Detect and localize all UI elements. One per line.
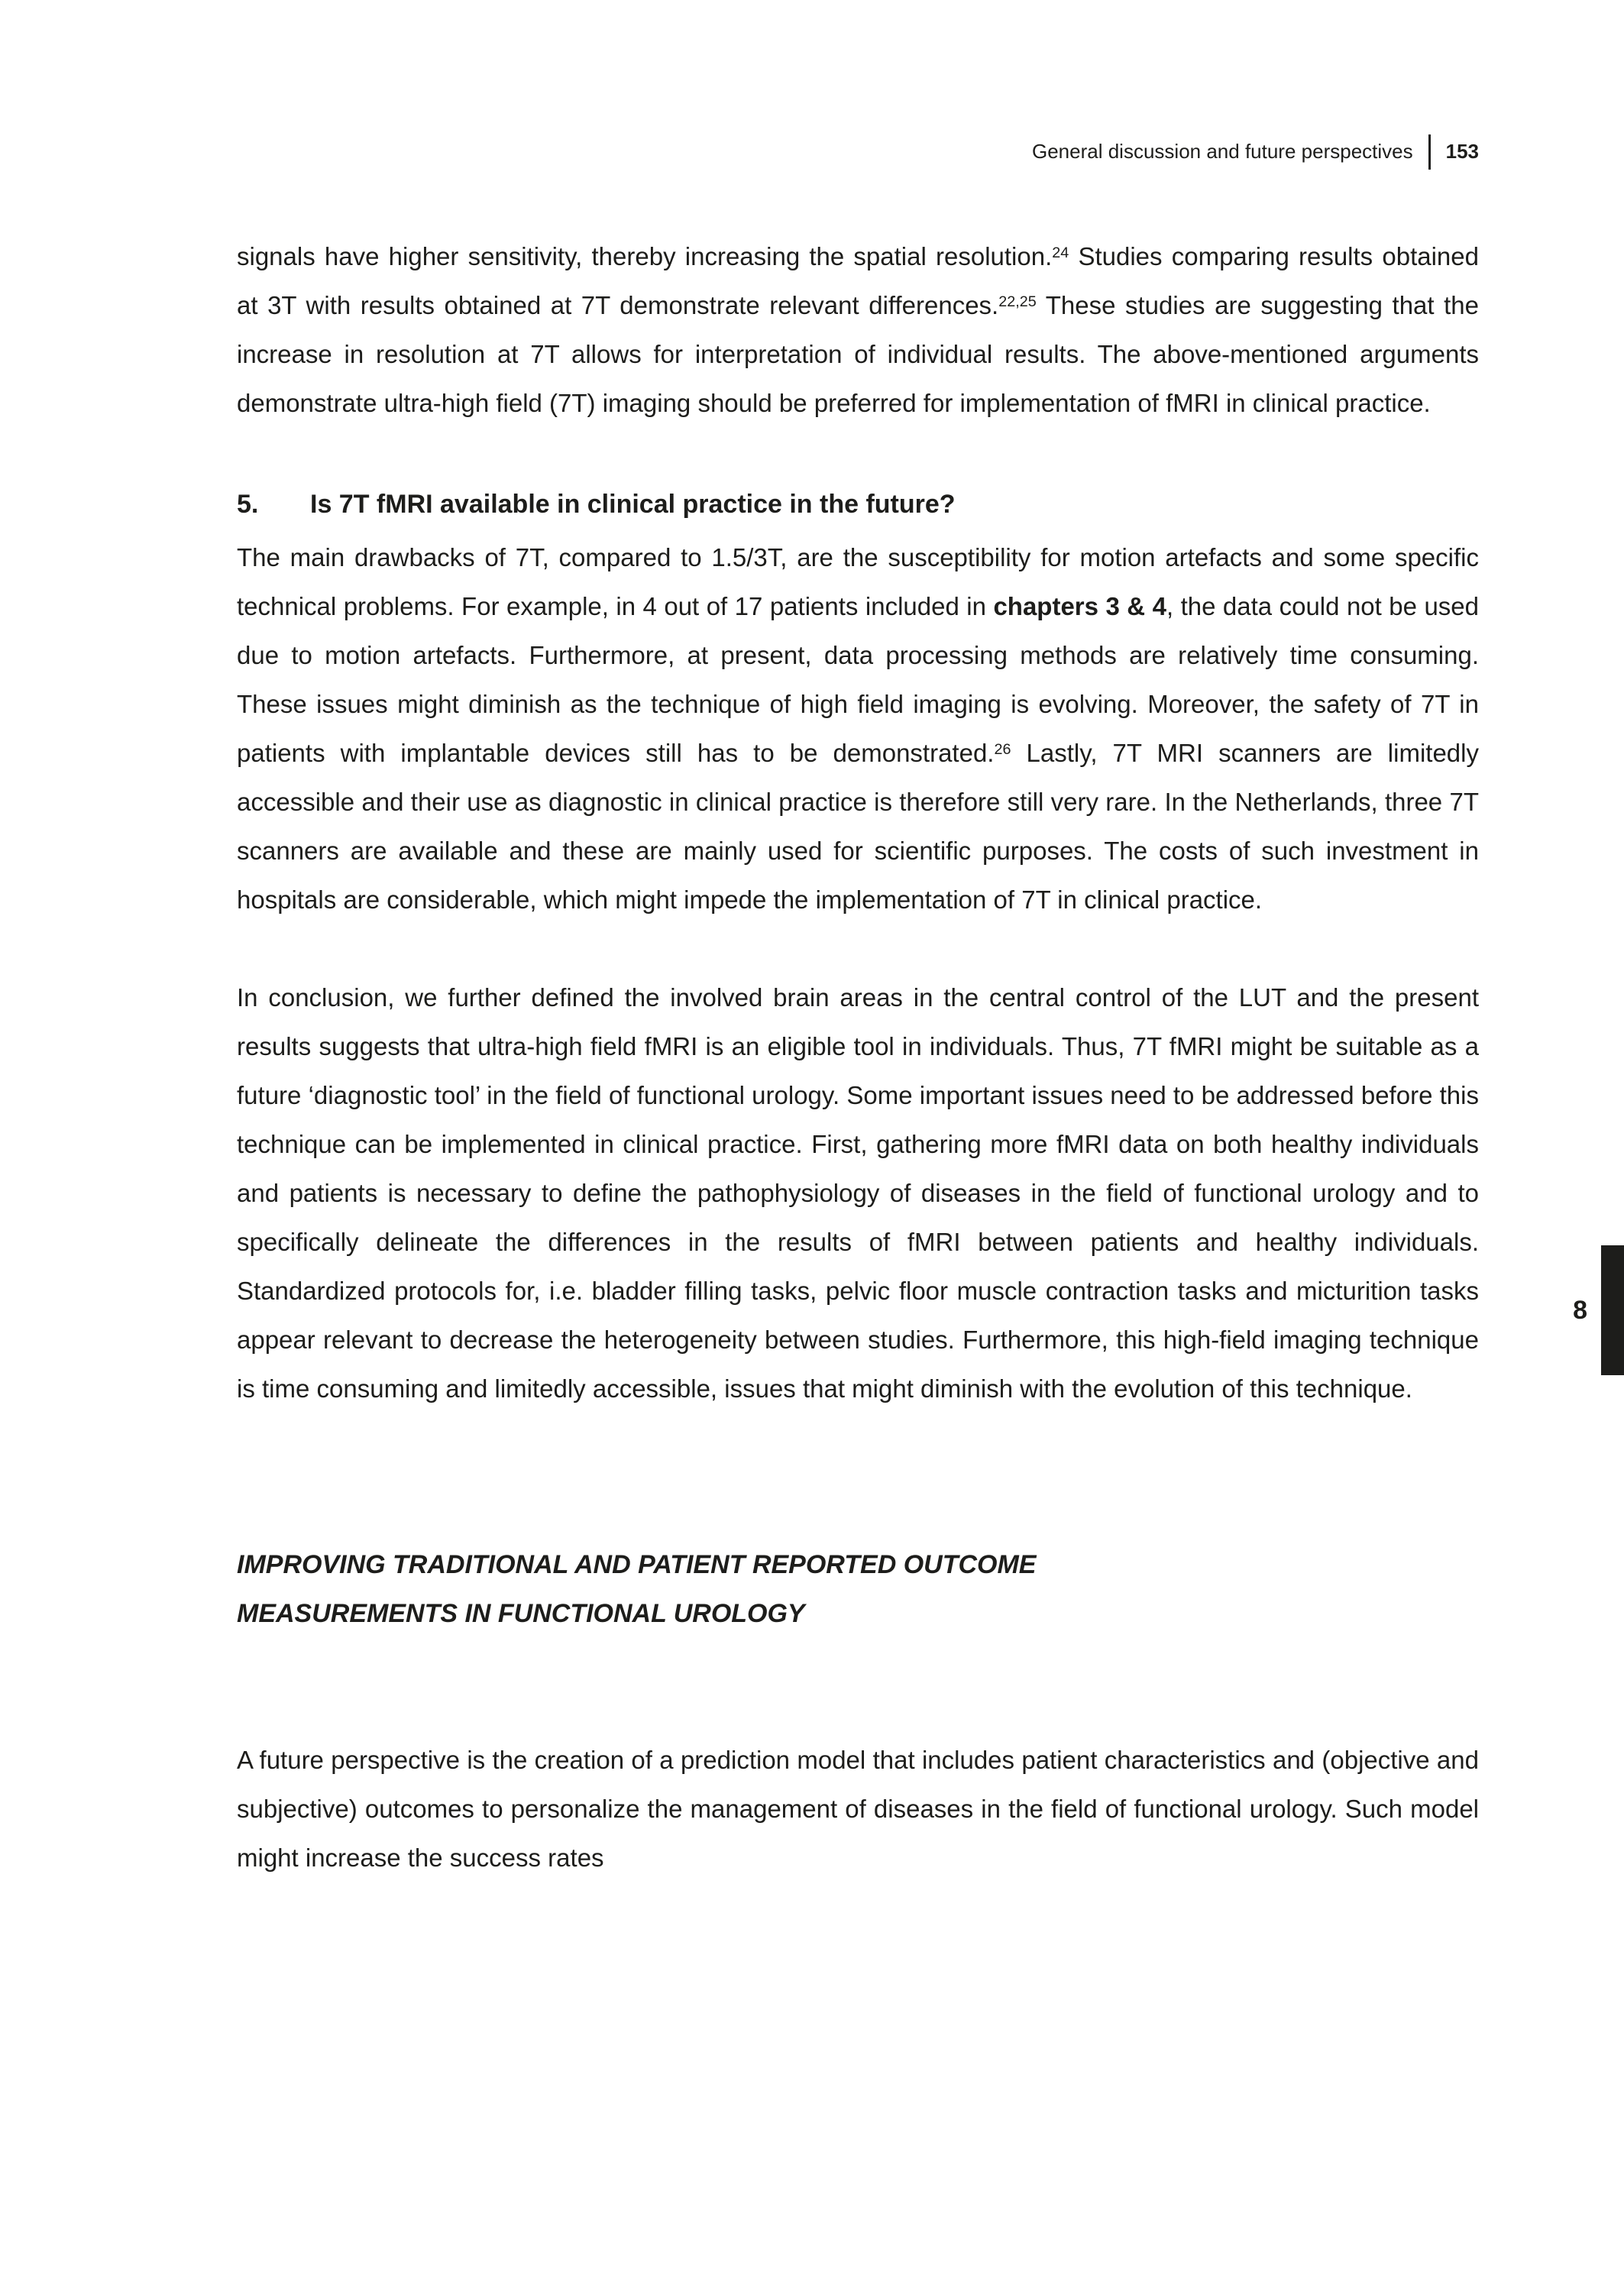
improving-heading-line-2: MEASUREMENTS IN FUNCTIONAL UROLOGY [237, 1599, 805, 1628]
chapter-number: 8 [1573, 1296, 1587, 1325]
paragraph-intro: signals have higher sensitivity, thereby increasing the spatial resolution.$^{24}$ Studies comparing results obtained at 3T with results obtained at 7T demonstrate relevant differences.$^{22,25}$ These studies are suggesting that the increase in resolution at 7T allows for interpretation of individual results. The above-mentioned arguments demonstrate ultra-high field (7T) imaging should be preferred for implementation of fMRI in clinical practice. [237, 242, 1480, 417]
chapter-tab-bar [1601, 1245, 1624, 1375]
header-divider [1428, 134, 1431, 170]
paragraph-future: A future perspective is the creation of a prediction model that includes patient characteristics and (objective and subjective) outcomes to personalize the management of diseases in the field of functional urology. Such model might increase the success rates [237, 1746, 1479, 1872]
running-title: General discussion and future perspectives [1032, 140, 1413, 163]
page-content [237, 232, 1479, 1882]
page-number: 153 [1445, 140, 1479, 163]
chapter-marker [1573, 1245, 1624, 1375]
section-5-title: Is 7T fMRI available in clinical practice in the future? [310, 490, 956, 519]
section-5-heading [237, 480, 1479, 529]
page-header [1032, 134, 1479, 170]
improving-section-heading [237, 1540, 1479, 1638]
paragraph-drawbacks: The main drawbacks of 7T, compared to 1.5/3T, are the susceptibility for motion artefacts and some specific technical problems. For example, in 4 out of 17 patients included in chapters 3 & 4, the data could not be used due to motion artefacts. Furthermore, at present, data processing methods are relatively time consuming. These issues might diminish as the technique of high field imaging is evolving. Moreover, the safety of 7T in patients with implantable devices still has to be demonstrated.$^{26}$ Lastly, 7T MRI scanners are limitedly accessible and their use as diagnostic in clinical practice is therefore still very rare. In the Netherlands, three 7T scanners are available and these are mainly used for scientific purposes. The costs of such investment in hospitals are considerable, which might impede the implementation of 7T in clinical practice. [237, 543, 1480, 914]
improving-heading-line-1: IMPROVING TRADITIONAL AND PATIENT REPORTED OUTCOME [237, 1550, 1037, 1579]
section-5-number: 5. [237, 490, 259, 519]
paragraph-conclusion: In conclusion, we further defined the involved brain areas in the central control of the LUT and the present results suggests that ultra-high field fMRI is an eligible tool in individuals. Thus, 7T fMRI might be suitable as a future ‘diagnostic tool’ in the field of functional urology. Some important issues need to be addressed before this technique can be implemented in clinical practice. First, gathering more fMRI data on both healthy individuals and patients is necessary to define the pathophysiology of diseases in the field of functional urology and to specifically delineate the differences in the results of fMRI between patients and healthy individuals. Standardized protocols for, i.e. bladder filling tasks, pelvic floor muscle contraction tasks and micturition tasks appear relevant to decrease the heterogeneity between studies. Furthermore, this high-field imaging technique is time consuming and limitedly accessible, issues that might diminish with the evolution of this technique. [237, 983, 1479, 1403]
